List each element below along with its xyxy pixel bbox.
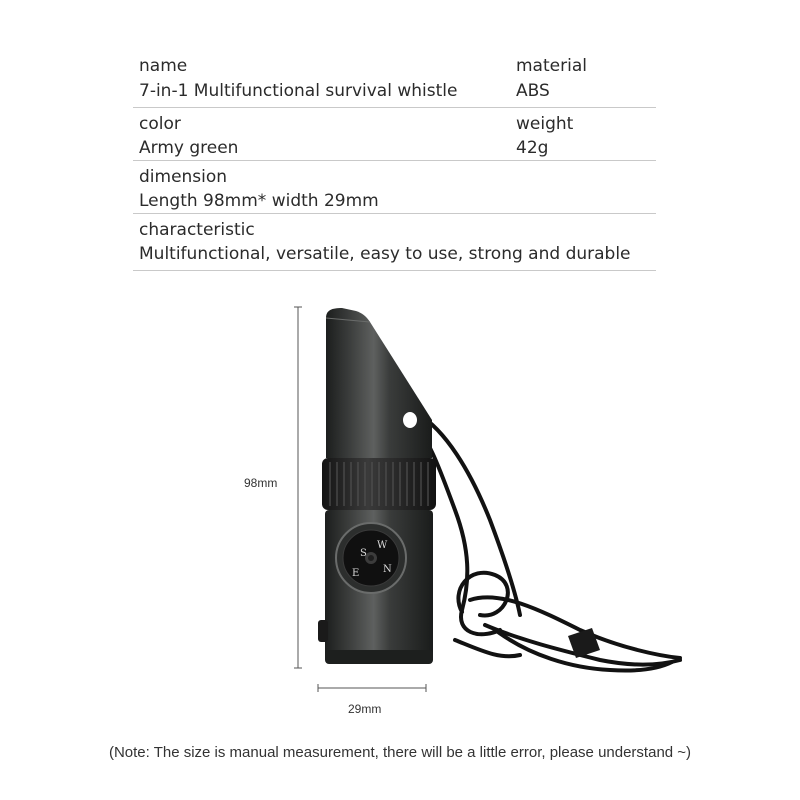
color-value: Army green	[139, 138, 239, 158]
weight-label: weight	[516, 114, 574, 134]
compass-letter-w: W	[377, 540, 388, 551]
color-label: color	[139, 114, 181, 134]
lanyard-hole	[403, 412, 417, 428]
characteristic-value: Multifunctional, versatile, easy to use, strong and durable	[139, 244, 631, 264]
characteristic-label: characteristic	[139, 220, 255, 240]
width-dimension-label: 29mm	[348, 702, 382, 716]
weight-value: 42g	[516, 138, 549, 158]
compass	[336, 523, 406, 593]
material-label: material	[516, 56, 587, 76]
name-label: name	[139, 56, 188, 76]
lanyard	[410, 414, 680, 671]
compass-letter-n: N	[383, 564, 392, 575]
dimension-label: dimension	[139, 167, 228, 187]
width-dimension-line	[318, 684, 426, 692]
height-dimension-label: 98mm	[244, 476, 278, 490]
dimension-value: Length 98mm* width 29mm	[139, 191, 379, 211]
height-dimension-line	[294, 307, 302, 668]
name-value: 7-in-1 Multifunctional survival whistle	[139, 81, 458, 101]
compass-letter-e: E	[352, 568, 360, 579]
whistle-mouthpiece	[326, 308, 432, 458]
measurement-note: (Note: The size is manual measurement, there will be a little error, please understand ~)	[108, 744, 692, 761]
side-button	[318, 620, 328, 642]
compass-letter-s: S	[360, 548, 367, 559]
material-value: ABS	[516, 81, 550, 101]
